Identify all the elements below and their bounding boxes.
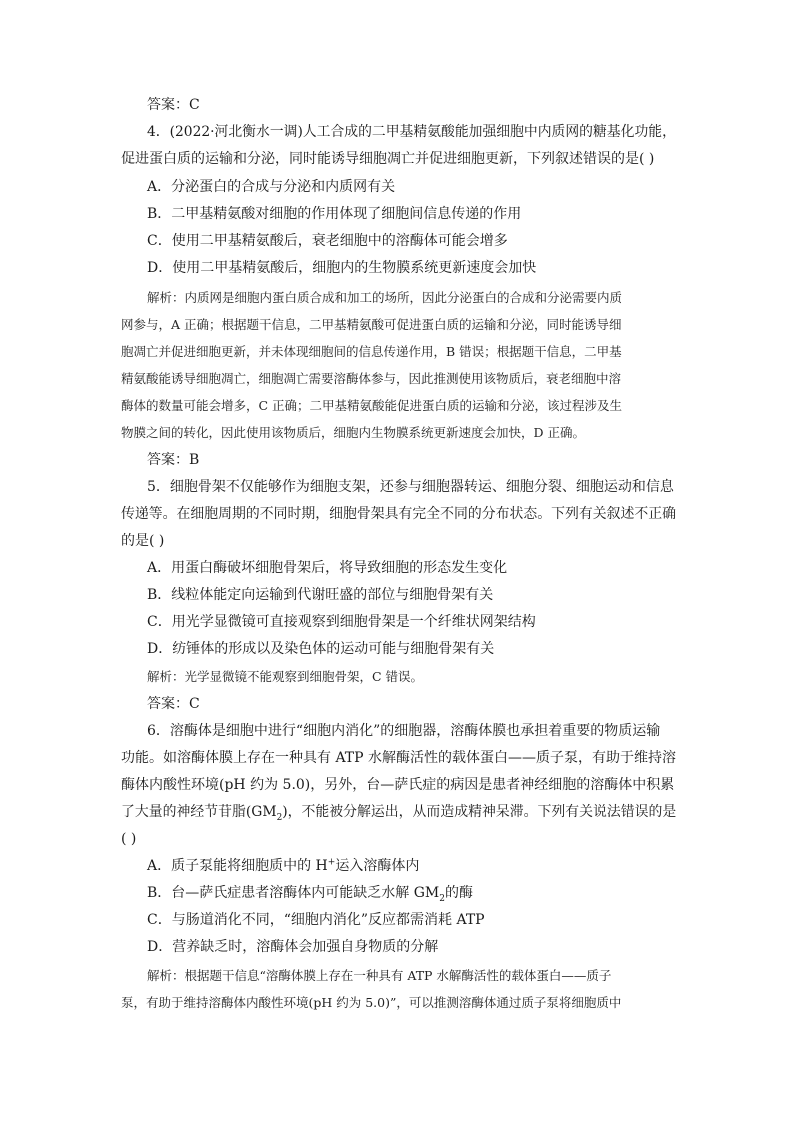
q4-explanation-line: 解析：内质网是细胞内蛋白质合成和加工的场所，因此分泌蛋白的合成和分泌需要内质 [147, 290, 623, 305]
q5-stem-line-2: 传递等。在细胞周期的不同时期，细胞骨架具有完全不同的分布状态。下列有关叙述不正确 [121, 506, 677, 522]
q6-option-d: D．营养缺乏时，溶酶体会加强自身物质的分解 [147, 939, 439, 955]
q5-option-b: B．线粒体能定向运输到代谢旺盛的部位与细胞骨架有关 [147, 587, 494, 603]
q5-stem-line-3: 的是( ) [121, 533, 165, 549]
q5-option-a: A．用蛋白酶破坏细胞骨架后，将导致细胞的形态发生变化 [147, 560, 508, 576]
q6-explanation-line: 泵，有助于维持溶酶体内酸性环境(pH 约为 5.0)”，可以推测溶酶体通过质子泵将细胞质中 [121, 995, 622, 1010]
q4-explanation-line: 酶体的数量可能会增多，C 正确；二甲基精氨酸能促进蛋白质的运输和分泌，该过程涉及生 [121, 398, 623, 413]
q4-explanation-line: 物膜之间的转化，因此使用该物质后，细胞内生物膜系统更新速度会加快，D 正确。 [121, 425, 585, 440]
q6-stem-line-5: ( ) [121, 831, 137, 847]
q4-stem-line-2: 促进蛋白质的运输和分泌，同时能诱导细胞凋亡并促进细胞更新，下列叙述错误的是( ) [121, 151, 655, 167]
q4-explanation-line: 精氨酸能诱导细胞凋亡，细胞凋亡需要溶酶体参与，因此推测使用该物质后，衰老细胞中溶 [121, 371, 622, 386]
q4-explanation-line: 胞凋亡并促进细胞更新，并未体现细胞间的信息传递作用，B 错误；根据题干信息，二甲基 [121, 344, 622, 359]
q6-option-b: B．台—萨氏症患者溶酶体内可能缺乏水解 $GM_2$的酶 [147, 885, 473, 904]
answer-q5: 答案：C [147, 696, 200, 712]
q4-option-b: B．二甲基精氨酸对细胞的作用体现了细胞间信息传递的作用 [147, 206, 522, 222]
q6-option-c: C．与肠道消化不同，“细胞内消化”反应都需消耗 ATP [147, 912, 485, 928]
q6-stem-line-3: 酶体内酸性环境(pH 约为 5.0)，另外，台—萨氏症的病因是患者神经细胞的溶酶体中积累 [121, 777, 675, 793]
q6-stem-line-2: 功能。如溶酶体膜上存在一种具有 ATP 水解酶活性的载体蛋白——质子泵，有助于维持溶 [121, 750, 677, 766]
q6-stem-line-1: 6．溶酶体是细胞中进行“细胞内消化”的细胞器，溶酶体膜也承担着重要的物质运输 [147, 723, 661, 739]
q6-explanation-line: 解析：根据题干信息“溶酶体膜上存在一种具有 ATP 水解酶活性的载体蛋白——质子 [147, 968, 612, 983]
q5-stem-line-1: 5．细胞骨架不仅能够作为细胞支架，还参与细胞器转运、细胞分裂、细胞运动和信息 [147, 479, 674, 495]
q6-option-a: A．质子泵能将细胞质中的 H+运入溶酶体内 [147, 857, 420, 874]
answer-q4: 答案：B [147, 452, 200, 468]
q4-option-c: C．使用二甲基精氨酸后，衰老细胞中的溶酶体可能会增多 [147, 233, 508, 249]
q6-stem-line-4: 了大量的神经节苷脂$(GM_2)$，不能被分解运出，从而造成精神呆滞。下列有关说法错误的是 [121, 804, 677, 823]
q5-option-d: D．纺锤体的形成以及染色体的运动可能与细胞骨架有关 [147, 641, 495, 657]
q5-option-c: C．用光学显微镜可直接观察到细胞骨架是一个纤维状网架结构 [147, 614, 536, 630]
q5-explanation: 解析：光学显微镜不能观察到细胞骨架，C 错误。 [147, 669, 424, 684]
q4-option-a: A．分泌蛋白的合成与分泌和内质网有关 [147, 179, 396, 195]
q4-stem-line-1: 4．(2022·河北衡水一调)人工合成的二甲基精氨酸能加强细胞中内质网的糖基化功能， [147, 124, 676, 140]
q4-explanation-line: 网参与，A 正确；根据题干信息，二甲基精氨酸可促进蛋白质的运输和分泌，同时能诱导细 [121, 317, 622, 332]
q4-option-d: D．使用二甲基精氨酸后，细胞内的生物膜系统更新速度会加快 [147, 260, 537, 276]
answer-q3: 答案：C [147, 97, 200, 113]
